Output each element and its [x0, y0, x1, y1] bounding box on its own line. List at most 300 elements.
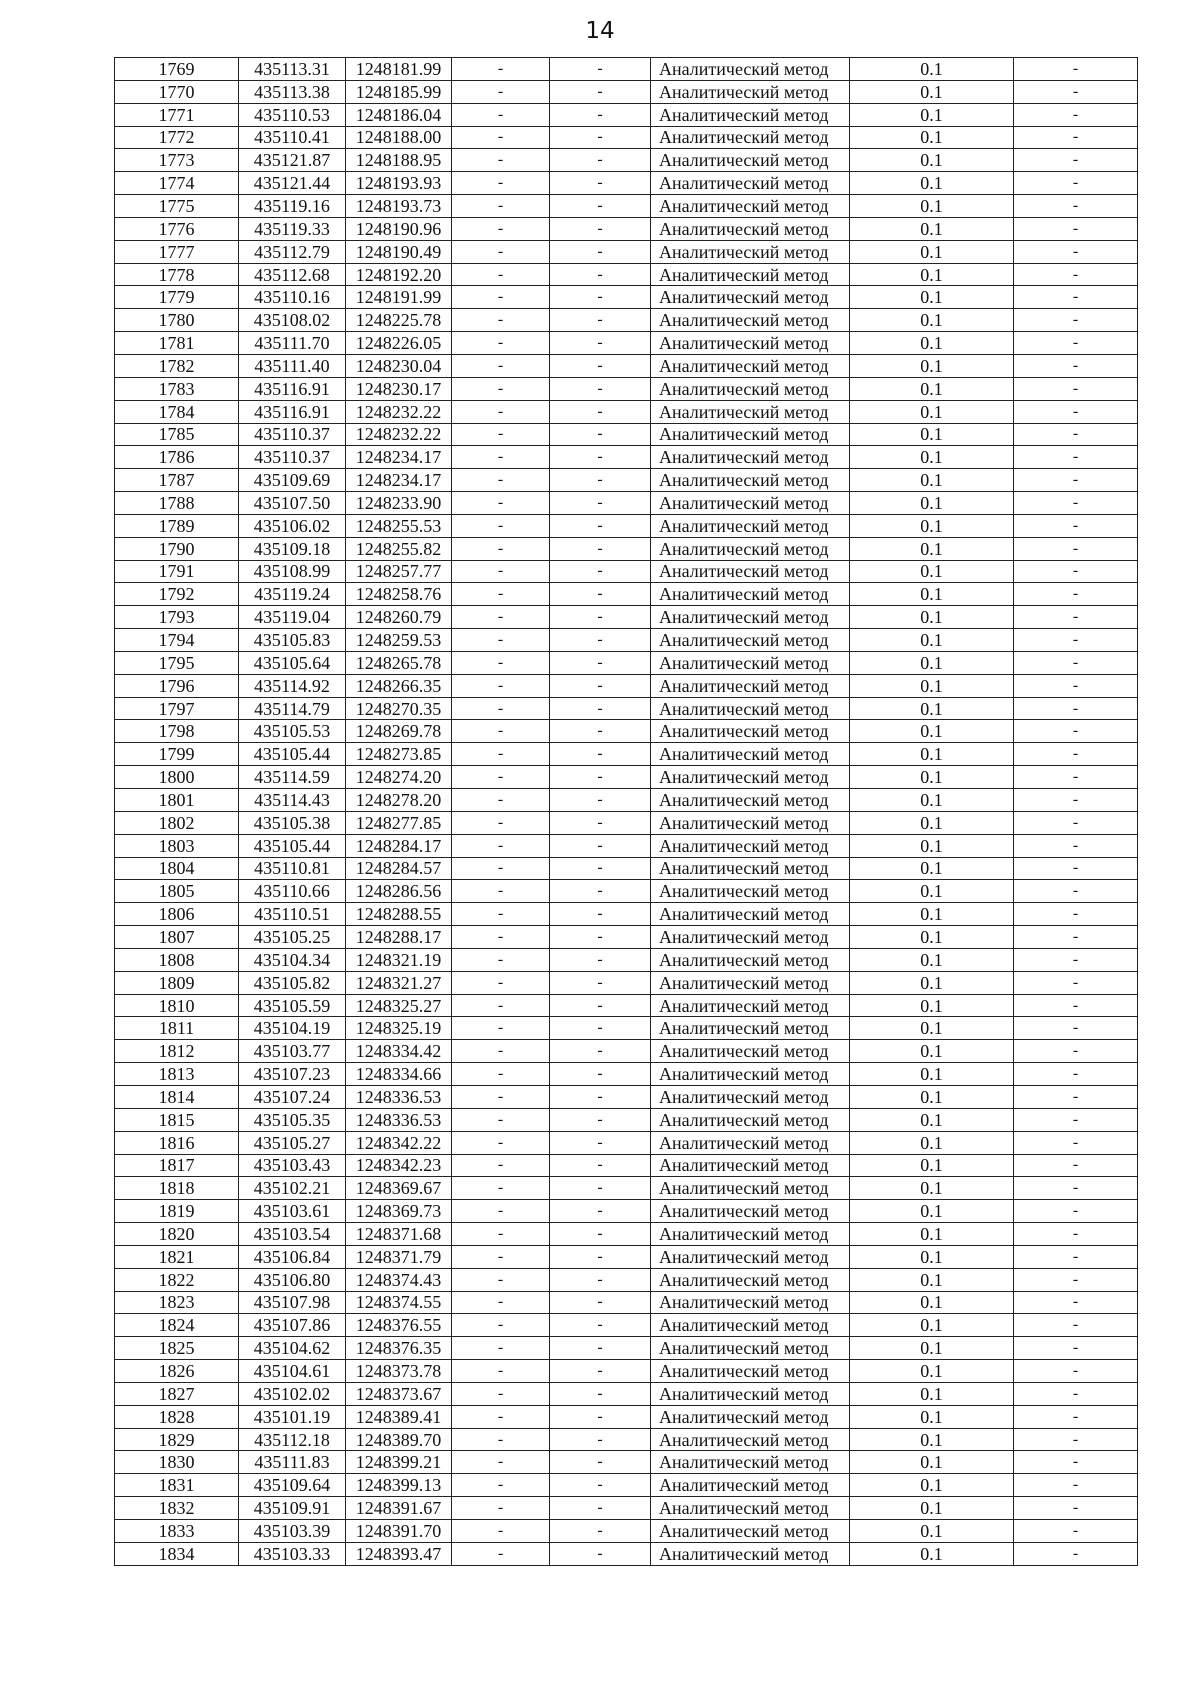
method-cell: Аналитический метод — [651, 492, 850, 515]
precision-cell: 0.1 — [850, 149, 1014, 172]
method-cell: Аналитический метод — [651, 1131, 850, 1154]
dash-cell: - — [550, 446, 651, 469]
y-coordinate: 1248369.67 — [346, 1177, 452, 1200]
precision-cell: 0.1 — [850, 766, 1014, 789]
table-row — [115, 1063, 1138, 1086]
table-row — [115, 903, 1138, 926]
dash-cell: - — [550, 309, 651, 332]
method-cell: Аналитический метод — [651, 789, 850, 812]
dash-cell: - — [1014, 903, 1138, 926]
point-number: 1797 — [115, 697, 239, 720]
table-row — [115, 354, 1138, 377]
precision-cell: 0.1 — [850, 126, 1014, 149]
x-coordinate: 435102.21 — [239, 1177, 346, 1200]
dash-cell: - — [1014, 1291, 1138, 1314]
y-coordinate: 1248270.35 — [346, 697, 452, 720]
x-coordinate: 435105.44 — [239, 834, 346, 857]
point-number: 1811 — [115, 1017, 239, 1040]
point-number: 1770 — [115, 80, 239, 103]
table-row — [115, 1497, 1138, 1520]
point-number: 1817 — [115, 1154, 239, 1177]
x-coordinate: 435104.34 — [239, 948, 346, 971]
x-coordinate: 435103.43 — [239, 1154, 346, 1177]
point-number: 1834 — [115, 1542, 239, 1565]
y-coordinate: 1248260.79 — [346, 606, 452, 629]
precision-cell: 0.1 — [850, 1017, 1014, 1040]
table-row — [115, 1382, 1138, 1405]
method-cell: Аналитический метод — [651, 103, 850, 126]
dash-cell: - — [550, 1063, 651, 1086]
table-row — [115, 1200, 1138, 1223]
dash-cell: - — [452, 697, 550, 720]
point-number: 1794 — [115, 629, 239, 652]
dash-cell: - — [550, 1154, 651, 1177]
point-number: 1802 — [115, 811, 239, 834]
method-cell: Аналитический метод — [651, 377, 850, 400]
method-cell: Аналитический метод — [651, 857, 850, 880]
point-number: 1826 — [115, 1360, 239, 1383]
dash-cell: - — [550, 651, 651, 674]
dash-cell: - — [452, 1154, 550, 1177]
point-number: 1812 — [115, 1040, 239, 1063]
point-number: 1798 — [115, 720, 239, 743]
point-number: 1813 — [115, 1063, 239, 1086]
dash-cell: - — [1014, 1017, 1138, 1040]
y-coordinate: 1248274.20 — [346, 766, 452, 789]
page-number: 14 — [585, 18, 615, 44]
x-coordinate: 435116.91 — [239, 400, 346, 423]
x-coordinate: 435107.24 — [239, 1085, 346, 1108]
x-coordinate: 435121.44 — [239, 172, 346, 195]
y-coordinate: 1248391.70 — [346, 1520, 452, 1543]
dash-cell: - — [452, 1268, 550, 1291]
method-cell: Аналитический метод — [651, 332, 850, 355]
dash-cell: - — [1014, 994, 1138, 1017]
precision-cell: 0.1 — [850, 1108, 1014, 1131]
y-coordinate: 1248342.22 — [346, 1131, 452, 1154]
dash-cell: - — [452, 103, 550, 126]
dash-cell: - — [452, 58, 550, 81]
dash-cell: - — [1014, 560, 1138, 583]
x-coordinate: 435109.64 — [239, 1474, 346, 1497]
precision-cell: 0.1 — [850, 903, 1014, 926]
precision-cell: 0.1 — [850, 240, 1014, 263]
dash-cell: - — [1014, 537, 1138, 560]
table-row — [115, 766, 1138, 789]
point-number: 1769 — [115, 58, 239, 81]
dash-cell: - — [1014, 149, 1138, 172]
x-coordinate: 435107.86 — [239, 1314, 346, 1337]
point-number: 1789 — [115, 514, 239, 537]
dash-cell: - — [550, 354, 651, 377]
table-row — [115, 629, 1138, 652]
point-number: 1825 — [115, 1337, 239, 1360]
dash-cell: - — [452, 377, 550, 400]
dash-cell: - — [550, 195, 651, 218]
precision-cell: 0.1 — [850, 103, 1014, 126]
precision-cell: 0.1 — [850, 1520, 1014, 1543]
table-row — [115, 1474, 1138, 1497]
x-coordinate: 435110.16 — [239, 286, 346, 309]
dash-cell: - — [1014, 80, 1138, 103]
y-coordinate: 1248234.17 — [346, 446, 452, 469]
point-number: 1809 — [115, 971, 239, 994]
precision-cell: 0.1 — [850, 172, 1014, 195]
precision-cell: 0.1 — [850, 651, 1014, 674]
x-coordinate: 435103.39 — [239, 1520, 346, 1543]
y-coordinate: 1248371.68 — [346, 1223, 452, 1246]
y-coordinate: 1248369.73 — [346, 1200, 452, 1223]
dash-cell: - — [1014, 240, 1138, 263]
dash-cell: - — [1014, 811, 1138, 834]
y-coordinate: 1248226.05 — [346, 332, 452, 355]
y-coordinate: 1248266.35 — [346, 674, 452, 697]
dash-cell: - — [1014, 1542, 1138, 1565]
dash-cell: - — [1014, 1337, 1138, 1360]
dash-cell: - — [550, 1337, 651, 1360]
method-cell: Аналитический метод — [651, 720, 850, 743]
point-number: 1781 — [115, 332, 239, 355]
method-cell: Аналитический метод — [651, 217, 850, 240]
dash-cell: - — [452, 400, 550, 423]
dash-cell: - — [550, 560, 651, 583]
method-cell: Аналитический метод — [651, 1520, 850, 1543]
point-number: 1776 — [115, 217, 239, 240]
dash-cell: - — [452, 309, 550, 332]
x-coordinate: 435109.18 — [239, 537, 346, 560]
table-row — [115, 1177, 1138, 1200]
precision-cell: 0.1 — [850, 1382, 1014, 1405]
point-number: 1801 — [115, 789, 239, 812]
method-cell: Аналитический метод — [651, 263, 850, 286]
dash-cell: - — [452, 1474, 550, 1497]
x-coordinate: 435114.79 — [239, 697, 346, 720]
dash-cell: - — [1014, 834, 1138, 857]
point-number: 1775 — [115, 195, 239, 218]
precision-cell: 0.1 — [850, 1314, 1014, 1337]
table-row — [115, 332, 1138, 355]
method-cell: Аналитический метод — [651, 469, 850, 492]
precision-cell: 0.1 — [850, 880, 1014, 903]
y-coordinate: 1248334.66 — [346, 1063, 452, 1086]
dash-cell: - — [1014, 514, 1138, 537]
dash-cell: - — [550, 240, 651, 263]
dash-cell: - — [550, 811, 651, 834]
x-coordinate: 435119.33 — [239, 217, 346, 240]
x-coordinate: 435106.02 — [239, 514, 346, 537]
x-coordinate: 435114.59 — [239, 766, 346, 789]
table-row — [115, 994, 1138, 1017]
x-coordinate: 435108.02 — [239, 309, 346, 332]
dash-cell: - — [452, 903, 550, 926]
dash-cell: - — [452, 1382, 550, 1405]
dash-cell: - — [1014, 948, 1138, 971]
precision-cell: 0.1 — [850, 195, 1014, 218]
dash-cell: - — [452, 926, 550, 949]
method-cell: Аналитический метод — [651, 1337, 850, 1360]
x-coordinate: 435110.37 — [239, 423, 346, 446]
dash-cell: - — [550, 423, 651, 446]
table-row — [115, 651, 1138, 674]
point-number: 1791 — [115, 560, 239, 583]
method-cell: Аналитический метод — [651, 674, 850, 697]
precision-cell: 0.1 — [850, 469, 1014, 492]
table-row — [115, 857, 1138, 880]
dash-cell: - — [550, 766, 651, 789]
method-cell: Аналитический метод — [651, 195, 850, 218]
y-coordinate: 1248188.95 — [346, 149, 452, 172]
y-coordinate: 1248255.53 — [346, 514, 452, 537]
dash-cell: - — [1014, 971, 1138, 994]
dash-cell: - — [550, 1474, 651, 1497]
point-number: 1819 — [115, 1200, 239, 1223]
table-row — [115, 674, 1138, 697]
x-coordinate: 435106.84 — [239, 1245, 346, 1268]
y-coordinate: 1248336.53 — [346, 1108, 452, 1131]
y-coordinate: 1248371.79 — [346, 1245, 452, 1268]
dash-cell: - — [1014, 1268, 1138, 1291]
dash-cell: - — [550, 103, 651, 126]
precision-cell: 0.1 — [850, 1040, 1014, 1063]
method-cell: Аналитический метод — [651, 309, 850, 332]
x-coordinate: 435111.40 — [239, 354, 346, 377]
method-cell: Аналитический метод — [651, 903, 850, 926]
y-coordinate: 1248389.41 — [346, 1405, 452, 1428]
method-cell: Аналитический метод — [651, 1108, 850, 1131]
point-number: 1792 — [115, 583, 239, 606]
table-row — [115, 1085, 1138, 1108]
dash-cell: - — [1014, 674, 1138, 697]
y-coordinate: 1248373.67 — [346, 1382, 452, 1405]
dash-cell: - — [1014, 880, 1138, 903]
dash-cell: - — [452, 80, 550, 103]
method-cell: Аналитический метод — [651, 1017, 850, 1040]
dash-cell: - — [1014, 1497, 1138, 1520]
dash-cell: - — [1014, 58, 1138, 81]
table-row — [115, 1360, 1138, 1383]
table-row — [115, 926, 1138, 949]
y-coordinate: 1248284.57 — [346, 857, 452, 880]
dash-cell: - — [452, 1131, 550, 1154]
point-number: 1787 — [115, 469, 239, 492]
y-coordinate: 1248321.19 — [346, 948, 452, 971]
y-coordinate: 1248269.78 — [346, 720, 452, 743]
dash-cell: - — [550, 994, 651, 1017]
dash-cell: - — [1014, 400, 1138, 423]
dash-cell: - — [1014, 1223, 1138, 1246]
y-coordinate: 1248277.85 — [346, 811, 452, 834]
dash-cell: - — [1014, 103, 1138, 126]
precision-cell: 0.1 — [850, 834, 1014, 857]
x-coordinate: 435105.59 — [239, 994, 346, 1017]
y-coordinate: 1248225.78 — [346, 309, 452, 332]
dash-cell: - — [550, 149, 651, 172]
table-row — [115, 400, 1138, 423]
x-coordinate: 435110.37 — [239, 446, 346, 469]
dash-cell: - — [452, 560, 550, 583]
dash-cell: - — [550, 857, 651, 880]
x-coordinate: 435112.68 — [239, 263, 346, 286]
y-coordinate: 1248374.55 — [346, 1291, 452, 1314]
dash-cell: - — [452, 217, 550, 240]
point-number: 1820 — [115, 1223, 239, 1246]
precision-cell: 0.1 — [850, 263, 1014, 286]
dash-cell: - — [550, 1360, 651, 1383]
dash-cell: - — [452, 606, 550, 629]
method-cell: Аналитический метод — [651, 240, 850, 263]
precision-cell: 0.1 — [850, 377, 1014, 400]
method-cell: Аналитический метод — [651, 126, 850, 149]
method-cell: Аналитический метод — [651, 834, 850, 857]
precision-cell: 0.1 — [850, 606, 1014, 629]
precision-cell: 0.1 — [850, 743, 1014, 766]
precision-cell: 0.1 — [850, 1177, 1014, 1200]
dash-cell: - — [452, 149, 550, 172]
table-row — [115, 1451, 1138, 1474]
point-number: 1771 — [115, 103, 239, 126]
table-row — [115, 971, 1138, 994]
dash-cell: - — [452, 1085, 550, 1108]
table-row — [115, 103, 1138, 126]
table-row — [115, 172, 1138, 195]
y-coordinate: 1248255.82 — [346, 537, 452, 560]
dash-cell: - — [452, 1428, 550, 1451]
dash-cell: - — [1014, 469, 1138, 492]
x-coordinate: 435106.80 — [239, 1268, 346, 1291]
dash-cell: - — [452, 743, 550, 766]
y-coordinate: 1248181.99 — [346, 58, 452, 81]
dash-cell: - — [452, 1063, 550, 1086]
precision-cell: 0.1 — [850, 1085, 1014, 1108]
y-coordinate: 1248284.17 — [346, 834, 452, 857]
precision-cell: 0.1 — [850, 446, 1014, 469]
x-coordinate: 435112.18 — [239, 1428, 346, 1451]
table-row — [115, 811, 1138, 834]
y-coordinate: 1248186.04 — [346, 103, 452, 126]
dash-cell: - — [550, 1291, 651, 1314]
table-row — [115, 1154, 1138, 1177]
point-number: 1793 — [115, 606, 239, 629]
dash-cell: - — [550, 606, 651, 629]
precision-cell: 0.1 — [850, 309, 1014, 332]
x-coordinate: 435119.16 — [239, 195, 346, 218]
method-cell: Аналитический метод — [651, 743, 850, 766]
dash-cell: - — [1014, 354, 1138, 377]
table-row — [115, 240, 1138, 263]
method-cell: Аналитический метод — [651, 354, 850, 377]
precision-cell: 0.1 — [850, 492, 1014, 515]
point-number: 1827 — [115, 1382, 239, 1405]
x-coordinate: 435110.66 — [239, 880, 346, 903]
point-number: 1795 — [115, 651, 239, 674]
x-coordinate: 435104.61 — [239, 1360, 346, 1383]
x-coordinate: 435110.41 — [239, 126, 346, 149]
dash-cell: - — [1014, 583, 1138, 606]
x-coordinate: 435105.25 — [239, 926, 346, 949]
x-coordinate: 435112.79 — [239, 240, 346, 263]
dash-cell: - — [550, 1085, 651, 1108]
y-coordinate: 1248193.93 — [346, 172, 452, 195]
table-row — [115, 1337, 1138, 1360]
dash-cell: - — [550, 400, 651, 423]
method-cell: Аналитический метод — [651, 560, 850, 583]
dash-cell: - — [452, 1314, 550, 1337]
point-number: 1810 — [115, 994, 239, 1017]
dash-cell: - — [1014, 423, 1138, 446]
x-coordinate: 435105.82 — [239, 971, 346, 994]
dash-cell: - — [452, 1405, 550, 1428]
y-coordinate: 1248193.73 — [346, 195, 452, 218]
dash-cell: - — [550, 1520, 651, 1543]
precision-cell: 0.1 — [850, 926, 1014, 949]
table-row — [115, 606, 1138, 629]
precision-cell: 0.1 — [850, 674, 1014, 697]
dash-cell: - — [550, 1268, 651, 1291]
dash-cell: - — [550, 720, 651, 743]
table-row — [115, 697, 1138, 720]
table-row — [115, 834, 1138, 857]
y-coordinate: 1248257.77 — [346, 560, 452, 583]
dash-cell: - — [452, 1337, 550, 1360]
dash-cell: - — [452, 1223, 550, 1246]
dash-cell: - — [1014, 1200, 1138, 1223]
method-cell: Аналитический метод — [651, 1382, 850, 1405]
point-number: 1824 — [115, 1314, 239, 1337]
x-coordinate: 435109.69 — [239, 469, 346, 492]
dash-cell: - — [452, 332, 550, 355]
method-cell: Аналитический метод — [651, 948, 850, 971]
y-coordinate: 1248192.20 — [346, 263, 452, 286]
dash-cell: - — [1014, 720, 1138, 743]
precision-cell: 0.1 — [850, 789, 1014, 812]
point-number: 1784 — [115, 400, 239, 423]
dash-cell: - — [452, 469, 550, 492]
y-coordinate: 1248185.99 — [346, 80, 452, 103]
x-coordinate: 435109.91 — [239, 1497, 346, 1520]
dash-cell: - — [1014, 309, 1138, 332]
dash-cell: - — [1014, 1314, 1138, 1337]
x-coordinate: 435108.99 — [239, 560, 346, 583]
method-cell: Аналитический метод — [651, 1474, 850, 1497]
method-cell: Аналитический метод — [651, 1040, 850, 1063]
precision-cell: 0.1 — [850, 629, 1014, 652]
method-cell: Аналитический метод — [651, 1268, 850, 1291]
method-cell: Аналитический метод — [651, 811, 850, 834]
dash-cell: - — [452, 286, 550, 309]
dash-cell: - — [452, 994, 550, 1017]
precision-cell: 0.1 — [850, 811, 1014, 834]
dash-cell: - — [1014, 1428, 1138, 1451]
dash-cell: - — [1014, 1108, 1138, 1131]
x-coordinate: 435116.91 — [239, 377, 346, 400]
x-coordinate: 435105.38 — [239, 811, 346, 834]
table-row — [115, 377, 1138, 400]
method-cell: Аналитический метод — [651, 1200, 850, 1223]
dash-cell: - — [1014, 1451, 1138, 1474]
x-coordinate: 435110.51 — [239, 903, 346, 926]
dash-cell: - — [1014, 926, 1138, 949]
y-coordinate: 1248230.04 — [346, 354, 452, 377]
dash-cell: - — [452, 263, 550, 286]
y-coordinate: 1248230.17 — [346, 377, 452, 400]
dash-cell: - — [1014, 1382, 1138, 1405]
x-coordinate: 435104.62 — [239, 1337, 346, 1360]
precision-cell: 0.1 — [850, 971, 1014, 994]
method-cell: Аналитический метод — [651, 1245, 850, 1268]
method-cell: Аналитический метод — [651, 994, 850, 1017]
y-coordinate: 1248393.47 — [346, 1542, 452, 1565]
precision-cell: 0.1 — [850, 994, 1014, 1017]
